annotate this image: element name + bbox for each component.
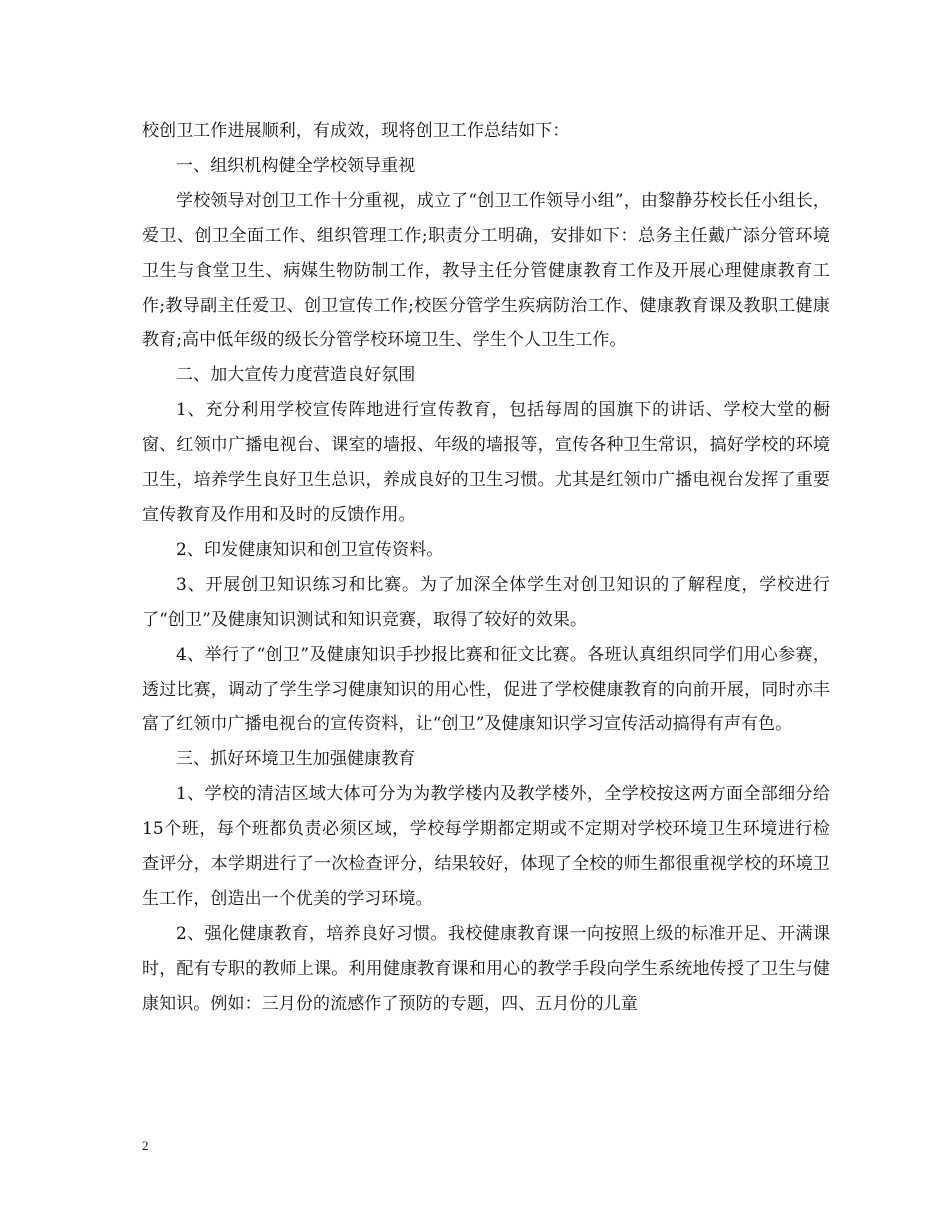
heading-section-2: 二、加大宣传力度营造良好氛围 [176, 365, 416, 386]
paragraph-publicity-4: 4、举行了“创卫”及健康知识手抄报比赛和征文比赛。各班认真组织同学们用心参赛，透过比赛，调动了学生学习健康知识的用心性，促进了学校健康教育的向前开展，同时亦丰富了红领巾广播电视台的宣传资料，让“创卫”及健康知识学习宣传活动搞得有声有色。 [142, 644, 830, 735]
paragraph-environment-2: 2、强化健康教育，培养良好习惯。我校健康教育课一向按照上级的标准开足、开满课时，配有专职的教师上课。利用健康教育课和用心的教学手段向学生系统地传授了卫生与健康知识。例如：三月份的流感作了预防的专题，四、五月份的儿童 [142, 923, 830, 1014]
heading-section-3: 三、抓好环境卫生加强健康教育 [176, 749, 416, 770]
paragraph-publicity-2: 2、印发健康知识和创卫宣传资料。 [176, 539, 444, 560]
paragraph-environment-1: 1、学校的清洁区域大体可分为为教学楼内及教学楼外，全学校按这两方面全部细分给15个班，每个班都负责必须区域，学校每学期都定期或不定期对学校环境卫生环境进行检查评分，本学期进行了一次检查评分，结果较好，体现了全校的师生都很重视学校的环境卫生工作，创造出一个优美的学习环境。 [142, 784, 830, 909]
paragraph-intro: 校创卫工作进展顺利，有成效，现将创卫工作总结如下： [142, 121, 570, 141]
heading-section-1: 一、组织机构健全学校领导重视 [176, 155, 416, 176]
page-number: 2 [142, 1138, 149, 1153]
document-body [142, 114, 830, 1022]
paragraph-publicity-3: 3、开展创卫知识练习和比赛。为了加深全体学生对创卫知识的了解程度，学校进行了“创卫”及健康知识测试和知识竞赛，取得了较好的效果。 [142, 574, 830, 630]
paragraph-publicity-1: 1、充分利用学校宣传阵地进行宣传教育，包括每周的国旗下的讲话、学校大堂的橱窗、红领巾广播电视台、课室的墙报、年级的墙报等，宣传各种卫生常识，搞好学校的环境卫生，培养学生良好卫生总识，养成良好的卫生习惯。尤其是红领巾广播电视台发挥了重要宣传教育及作用和及时的反馈作用。 [142, 400, 830, 525]
paragraph-leadership: 学校领导对创卫工作十分重视，成立了“创卫工作领导小组”，由黎静芬校长任小组长，爱卫、创卫全面工作、组织管理工作;职责分工明确，安排如下：总务主任戴广添分管环境卫生与食堂卫生、病媒生物防制工作，教导主任分管健康教育工作及开展心理健康教育工作;教导副主任爱卫、创卫宣传工作;校医分管学生疾病防治工作、健康教育课及教职工健康教育;高中低年级的级长分管学校环境卫生、学生个人卫生工作。 [142, 190, 830, 351]
